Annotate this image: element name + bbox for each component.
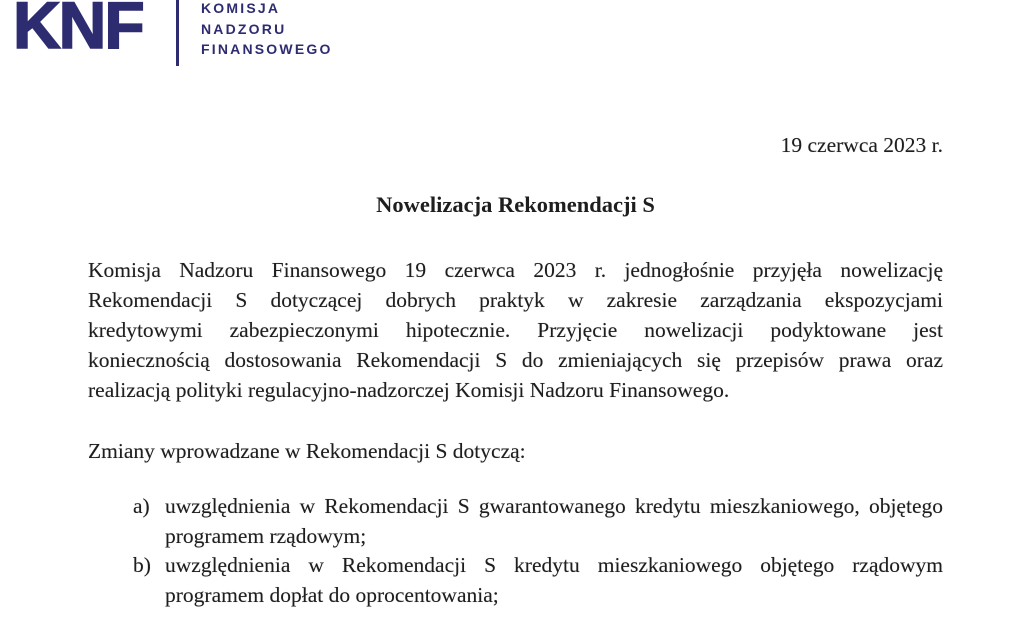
org-name-line-2: NADZORU — [201, 20, 287, 37]
list-item-b — [133, 550, 943, 610]
list-item-b-line-2: programem dopłat do oprocentowania; — [165, 583, 499, 607]
paragraph-line-1: Komisja Nadzoru Finansowego 19 czerwca 2023 r. jednogłośnie przyjęła nowelizację — [88, 258, 943, 282]
knf-wordmark: KNF — [13, 0, 143, 62]
list-item-a-line-1: uwzględnienia w Rekomendacji S gwarantowanego kredytu mieszkaniowego, objętego — [165, 494, 943, 518]
paragraph-line-3: kredytowymi zabezpieczonymi hipotecznie. Przyjęcie nowelizacji podyktowane jest — [88, 318, 943, 342]
org-name-line-3: FINANSOWEGO — [201, 41, 333, 57]
knf-logo — [0, 0, 420, 70]
lead-paragraph — [88, 255, 943, 405]
paragraph-line-4: koniecznością dostosowania Rekomendacji S do zmieniających się przepisów prawa oraz — [88, 348, 943, 372]
org-name-line-1: KOMISJA — [201, 0, 281, 16]
intro-line: Zmiany wprowadzane w Rekomendacji S dotyczą: — [88, 439, 526, 463]
list-marker-b: b) — [133, 553, 151, 577]
document-date: 19 czerwca 2023 r. — [780, 133, 943, 157]
logo-divider — [176, 0, 179, 66]
list-item-b-line-1: uwzględnienia w Rekomendacji S kredytu mieszkaniowego objętego rządowym — [165, 553, 943, 577]
org-name — [201, 0, 333, 60]
list-item-a-line-2: programem rządowym; — [165, 524, 367, 548]
paragraph-line-5: realizacją polityki regulacyjno-nadzorczej Komisji Nadzoru Finansowego. — [88, 378, 730, 402]
paragraph-line-2: Rekomendacji S dotyczącej dobrych praktyk w zakresie zarządzania ekspozycjami — [88, 288, 943, 312]
list-marker-a: a) — [133, 494, 150, 518]
list-item-a — [133, 491, 943, 551]
document-title: Nowelizacja Rekomendacji S — [376, 192, 655, 217]
